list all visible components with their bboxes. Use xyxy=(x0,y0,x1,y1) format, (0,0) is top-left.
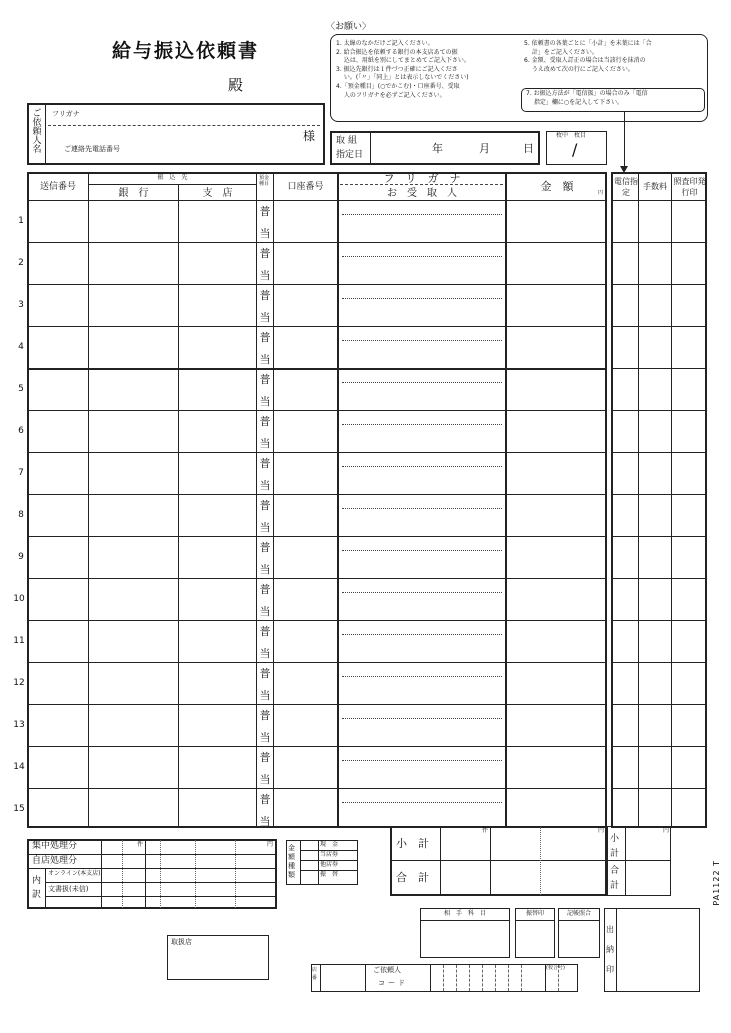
funds-label: 金額種類 xyxy=(288,844,295,879)
futsu-label[interactable]: 普 xyxy=(259,457,271,470)
note-line: うえ改めて次の行にご記入ください。 xyxy=(524,65,634,73)
col-transfer-dest: 振 込 先 xyxy=(157,174,188,181)
note-line: 3. 振込先銀行は１件づつ正確にご記入くださ xyxy=(336,65,458,73)
row-number: 15 xyxy=(13,804,25,814)
col-amount: 金 額 xyxy=(540,180,574,193)
day-label: 日 xyxy=(523,142,534,155)
main-table xyxy=(27,172,607,828)
futsu-label[interactable]: 普 xyxy=(259,331,271,344)
document-label: 文書扱(未信) xyxy=(48,885,89,893)
row-number: 11 xyxy=(13,636,25,646)
page-slash: / xyxy=(572,140,578,159)
toza-label[interactable]: 当 xyxy=(259,311,271,324)
honorific: 殿 xyxy=(228,76,244,94)
funds-item: 現 金 xyxy=(320,841,339,848)
col-bank: 銀 行 xyxy=(118,188,149,199)
reconcile-label: 記帳照合 xyxy=(566,910,591,917)
futsu-label[interactable]: 普 xyxy=(259,541,271,554)
row-number: 9 xyxy=(18,552,24,562)
futsu-label[interactable]: 普 xyxy=(259,709,271,722)
date-label-1: 取組 xyxy=(336,136,361,146)
form-code: PA1122 T xyxy=(712,860,721,906)
col-recipient: お 受 取 人 xyxy=(387,188,457,199)
futsu-label[interactable]: 普 xyxy=(259,205,271,218)
side-total-label: 合計 xyxy=(610,866,620,891)
row-number: 4 xyxy=(18,342,24,352)
transfer-seal-label: 振替印 xyxy=(525,910,544,917)
sama-label: 様 xyxy=(303,129,316,143)
total-count-field[interactable] xyxy=(442,862,488,894)
toza-label[interactable]: 当 xyxy=(259,479,271,492)
row-number: 13 xyxy=(13,720,25,730)
futsu-label[interactable]: 普 xyxy=(259,415,271,428)
online-label: オンライン(本支店) xyxy=(48,870,101,877)
futsu-label[interactable]: 普 xyxy=(259,793,271,806)
futsu-label[interactable]: 普 xyxy=(259,751,271,764)
note-line: 人のフリガナを必ずご記入ください。 xyxy=(336,91,446,99)
acceptance-seal-label: 出納印 xyxy=(606,925,614,974)
central-processing: 集中処理分 xyxy=(32,841,78,851)
funds-item: 当店券 xyxy=(320,851,339,858)
toza-label[interactable]: 当 xyxy=(259,563,271,576)
col-branch: 支 店 xyxy=(202,188,233,199)
subtotal-amount-field[interactable] xyxy=(492,836,604,858)
note-line: 計」をご記入ください。 xyxy=(524,48,598,56)
acceptance-seal-box xyxy=(604,908,700,992)
notes-left xyxy=(336,41,470,99)
toza-label[interactable]: 当 xyxy=(259,815,271,828)
toza-label[interactable]: 当 xyxy=(259,647,271,660)
futsu-label[interactable]: 普 xyxy=(259,289,271,302)
side-subtotal-yen: 円 xyxy=(663,827,670,834)
note-line: 指定」欄に○を記入して下さい。 xyxy=(526,98,624,106)
note-line: い。(「〃」「同上」とは表示しないでください) xyxy=(336,74,469,82)
toza-label[interactable]: 当 xyxy=(259,353,271,366)
total-amount-field[interactable] xyxy=(492,862,604,894)
toza-label[interactable]: 当 xyxy=(259,227,271,240)
applicant-name-field[interactable] xyxy=(48,127,298,161)
funds-item: 振 替 xyxy=(320,871,339,878)
toza-label[interactable]: 当 xyxy=(259,773,271,786)
date-label-2: 指定日 xyxy=(336,150,364,160)
furigana-label: フリガナ xyxy=(52,110,80,118)
client-code-field[interactable] xyxy=(432,966,544,990)
check-digit-label: (校合号) xyxy=(546,965,565,971)
futsu-label[interactable]: 普 xyxy=(259,499,271,512)
toza-label[interactable]: 当 xyxy=(259,437,271,450)
note-line: 5. 依頼書の各葉ごとに「小計」を末葉には「合 xyxy=(524,40,652,47)
breakdown-label: 内訳 xyxy=(32,876,42,900)
note-line: 1. 太線のなかだけご記入ください。 xyxy=(336,40,434,47)
funds-item: 他店券 xyxy=(320,861,339,868)
col-seal: 照査印発行印 xyxy=(673,177,706,197)
note-line: 2. 給合振込を依頼する銀行の本支店あての振 xyxy=(336,48,458,56)
note-line: 6. 金額、受取人訂正の場合は当該行を抹消の xyxy=(524,57,646,65)
row-number: 2 xyxy=(18,258,24,268)
note-line: 込は、用紙を別にしてまとめてご記入下さい。 xyxy=(336,57,470,65)
subtotal-ken: 件 xyxy=(482,827,489,834)
toza-label[interactable]: 当 xyxy=(259,731,271,744)
toza-label[interactable]: 当 xyxy=(259,605,271,618)
row-number: 10 xyxy=(13,594,25,604)
toza-label[interactable]: 当 xyxy=(259,521,271,534)
col-account-no: 口座番号 xyxy=(287,182,324,192)
total-label: 合 計 xyxy=(396,871,429,884)
futsu-label[interactable]: 普 xyxy=(259,247,271,260)
client-code-label-2: コード xyxy=(378,979,408,987)
page-label: 枚中 枚目 xyxy=(556,132,587,139)
notes-right xyxy=(524,41,652,73)
processing-ken: 件 xyxy=(137,841,144,848)
row-number: 3 xyxy=(18,300,24,310)
col-fee: 手数料 xyxy=(643,182,667,191)
row-number: 14 xyxy=(13,762,25,772)
row-number: 8 xyxy=(18,510,24,520)
col-furigana: フ リ ガ ナ xyxy=(383,172,461,185)
toza-label[interactable]: 当 xyxy=(259,689,271,702)
row-number: 6 xyxy=(18,426,24,436)
col-deposit-type: 預金種目 xyxy=(258,175,269,187)
side-subtotal-label: 小計 xyxy=(610,834,620,859)
counter-subject-label: 相 手 科 目 xyxy=(443,910,486,917)
applicant-label: ご依頼人名 xyxy=(30,108,41,153)
note-line: 7. お振込方法が「電信扱」の場合のみ「電信 xyxy=(526,90,648,97)
branch-processing: 自店処理分 xyxy=(32,856,78,866)
subtotal-count-field[interactable] xyxy=(442,836,488,858)
futsu-label[interactable]: 普 xyxy=(259,373,271,386)
notes-heading: 〈お願い〉 xyxy=(326,22,372,32)
date-field[interactable] xyxy=(372,133,538,163)
phone-label: ご連絡先電話番号 xyxy=(64,145,120,153)
col-amount-yen: 円 xyxy=(598,190,604,196)
col-send-no: 送信番号 xyxy=(39,182,76,192)
side-table xyxy=(611,172,707,828)
futsu-label[interactable]: 普 xyxy=(259,583,271,596)
notes-right-boxed xyxy=(526,91,648,106)
futsu-label[interactable]: 普 xyxy=(259,667,271,680)
futsu-label[interactable]: 普 xyxy=(259,625,271,638)
toza-label[interactable]: 当 xyxy=(259,269,271,282)
subtotal-label: 小 計 xyxy=(396,837,429,850)
form-title: 給与振込依頼書 xyxy=(112,40,260,62)
row-number: 1 xyxy=(18,216,24,226)
note-line: 4.「預金種目」(○でかこむ)・口座番号、受取 xyxy=(336,82,460,90)
handling-branch-label: 取扱店 xyxy=(171,938,192,946)
row-number: 12 xyxy=(13,678,25,688)
row-number: 5 xyxy=(18,384,24,394)
processing-yen: 円 xyxy=(267,841,274,848)
row-number: 7 xyxy=(18,468,24,478)
month-label: 月 xyxy=(479,142,490,155)
client-code-label-1: ご依頼人 xyxy=(373,966,401,974)
subtotal-yen: 円 xyxy=(598,827,605,834)
arrow-line xyxy=(624,112,625,168)
year-label: 年 xyxy=(432,142,443,155)
toza-label[interactable]: 当 xyxy=(259,395,271,408)
tenban-label: 店番 xyxy=(312,967,318,981)
col-telegraph: 電信指定 xyxy=(614,177,638,197)
